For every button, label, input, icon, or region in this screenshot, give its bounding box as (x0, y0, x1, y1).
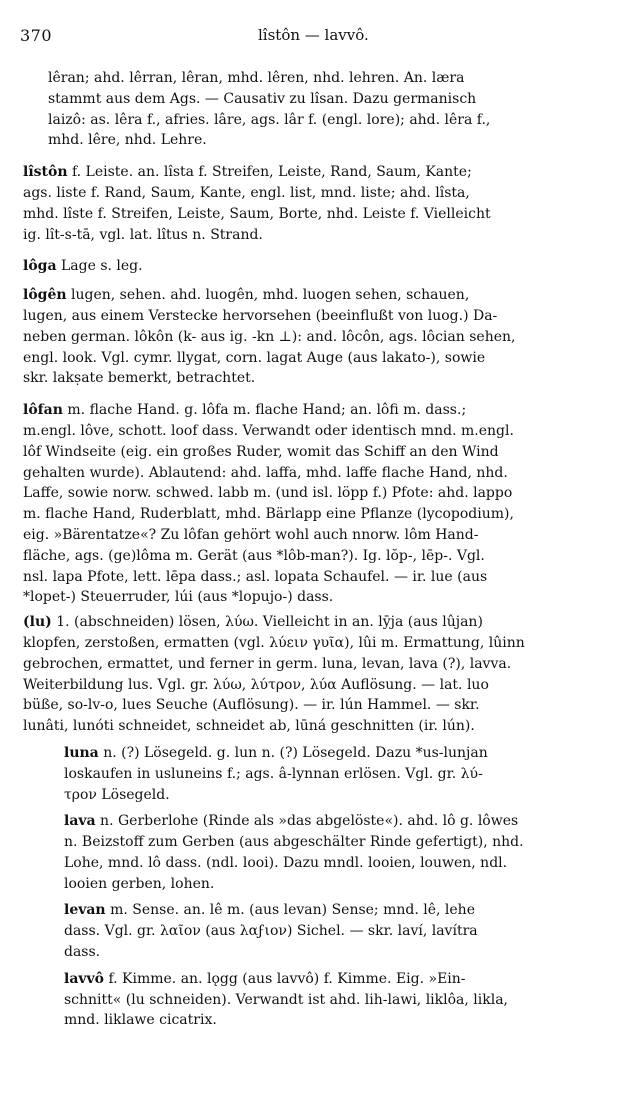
entry-headword: lavvô (64, 970, 104, 987)
entry-line: gehalten wurde). Ablautend: ahd. laffa, mhd. laffe flache Hand, nhd. (23, 464, 508, 481)
entry-line: f. Kimme. an. lǫgg (aus lavvô) f. Kimme. Eig. »Ein- (104, 970, 466, 987)
entry-loga (0, 256, 613, 277)
entry-line: lêran; ahd. lêrran, lêran, mhd. lêren, nhd. lehren. An. læra (48, 70, 465, 86)
entry-line: schnitt« (lu schneiden). Verwandt ist ahd. lih-lawi, liklôa, likla, (64, 991, 509, 1008)
entry-liston (0, 162, 613, 245)
entry-logen (0, 285, 613, 389)
entry-headword: lava (64, 813, 96, 830)
entry-line: Weiterbildung lus. Vgl. gr. λύω, λύτρον, λύα Auflösung. — lat. luo (23, 676, 489, 693)
entry-line: looien gerben, lohen. (64, 875, 215, 892)
entry-line: engl. look. Vgl. cymr. llygat, corn. lagat Auge (aus lakato-), sowie (23, 349, 486, 366)
entry-headword: luna (64, 744, 99, 761)
entry-line: mhd. lêre, nhd. Lehre. (48, 132, 207, 149)
page-header (0, 26, 625, 50)
entry-lavvo (0, 969, 614, 1031)
entry-headword: lôga (23, 258, 57, 275)
entry-line: lugen, sehen. ahd. luogên, mhd. luogen sehen, schauen, (66, 287, 470, 304)
entry-line: dass. (64, 944, 101, 961)
dictionary-entries (0, 68, 625, 1031)
entry-line: neben german. lôkôn (k- aus ig. -kn ⊥): and. lôcôn, ags. lôcian sehen, (23, 328, 516, 345)
entry-line: laizô: as. lêra f., afries. lâre, ags. lâr f. (engl. lore); ahd. lêra f., (48, 111, 491, 128)
entry-lava (0, 811, 614, 894)
entry-line: gebrochen, ermattet, und ferner in germ. luna, levan, lava (?), lavva. (23, 655, 512, 672)
entry-headword: lôfan (23, 402, 63, 419)
entry-line: m. flache Hand, Ruderblatt, mhd. Bärlapp eine Pflanze (lycopodium), (23, 506, 514, 523)
entry-line: n. (?) Lösegeld. g. lun n. (?) Lösegeld. Dazu *us-lunjan (98, 744, 488, 761)
entry-headword: lîstôn (23, 164, 68, 181)
entry-levan (0, 900, 614, 962)
entry-line: Laffe, sowie norw. schwed. labb m. (und isl. löpp f.) Pfote: ahd. lappo (23, 485, 513, 502)
running-head: lîstôn — lavvô. (258, 26, 369, 44)
entry-line: lunâti, lunóti schneidet, schneidet ab, lūná geschnitten (ir. lún). (23, 718, 475, 735)
entry-continuation (0, 68, 608, 151)
entry-line: m. flache Hand. g. lôfa m. flache Hand; an. lôfi m. dass.; (62, 402, 467, 419)
entry-line: mnd. liklawe cicatrix. (64, 1012, 217, 1029)
entry-line: büße, so-lv-o, lues Seuche (Auflösung). — ir. lún Hammel. — skr. (23, 697, 480, 714)
entry-line: m. Sense. an. lê m. (aus levan) Sense; mnd. lê, lehe (105, 902, 475, 919)
entry-line: Lohe, mnd. lô dass. (ndl. looi). Dazu mndl. looien, louwen, ndl. (64, 854, 508, 871)
entry-line: m.engl. lôve, schott. loof dass. Verwandt oder identisch mnd. m.engl. (23, 422, 514, 439)
entry-line: klopfen, zerstoßen, ermatten (vgl. λύειν γυῖα), lûi m. Ermattung, lûinn (23, 634, 525, 651)
entry-line: *lopet-) Steuerruder, lúi (aus *lopujo-) dass. (23, 589, 334, 606)
entry-headword: (lu) (23, 614, 52, 631)
entry-line: f. Leiste. an. lîsta f. Streifen, Leiste, Rand, Saum, Kante; (67, 164, 472, 181)
entry-line: fläche, ags. (ge)lôma m. Gerät (aus *lôb-man?). Ig. lŏp-, lēp-. Vgl. (23, 547, 485, 564)
entry-luna (0, 743, 614, 805)
entry-line: τρον Lösegeld. (64, 786, 170, 803)
entry-line: nsl. lapa Pfote, lett. lēpa dass.; asl. lopata Schaufel. — ir. lue (aus (23, 568, 488, 585)
entry-line: Lage s. leg. (56, 258, 143, 275)
entry-line: ags. liste f. Rand, Saum, Kante, engl. list, mnd. liste; ahd. lîsta, (23, 184, 470, 201)
entry-headword: levan (64, 902, 106, 919)
entry-line: n. Gerberlohe (Rinde als »das abgelöste«). ahd. lô g. lôwes (95, 813, 519, 830)
entry-line: ig. lît-s-tā, vgl. lat. lîtus n. Strand. (23, 226, 263, 243)
entry-line: lôf Windseite (eig. ein großes Ruder, womit das Schiff an den Wind (23, 443, 499, 460)
entry-line: dass. Vgl. gr. λαῖον (aus λαϝιον) Sichel. — skr. laví, lavítra (64, 923, 478, 940)
entry-line: loskaufen in usluneins f.; ags. â-lynnan erlösen. Vgl. gr. λύ- (64, 765, 483, 782)
entry-line: eig. »Bärentatze«? Zu lôfan gehört wohl auch nnorw. lôm Hand- (23, 526, 479, 543)
entry-line: n. Beizstoff zum Gerben (aus abgeschälter Rinde gefertigt), nhd. (64, 834, 524, 851)
entry-lu (0, 612, 613, 737)
page-number: 370 (20, 26, 53, 45)
entry-line: skr. lakṣate bemerkt, betrachtet. (23, 370, 256, 387)
entry-lofan (0, 400, 613, 608)
entry-line: 1. (abschneiden) lösen, λύω. Vielleicht in an. lȳja (aus lûjan) (51, 614, 483, 631)
entry-headword: lôgên (23, 287, 67, 304)
entry-line: stammt aus dem Ags. — Causativ zu lîsan. Dazu germanisch (48, 90, 477, 107)
entry-line: lugen, aus einem Verstecke hervorsehen (beeinflußt von luog.) Da- (23, 307, 498, 324)
entry-line: mhd. lîste f. Streifen, Leiste, Saum, Borte, nhd. Leiste f. Vielleicht (23, 205, 491, 222)
